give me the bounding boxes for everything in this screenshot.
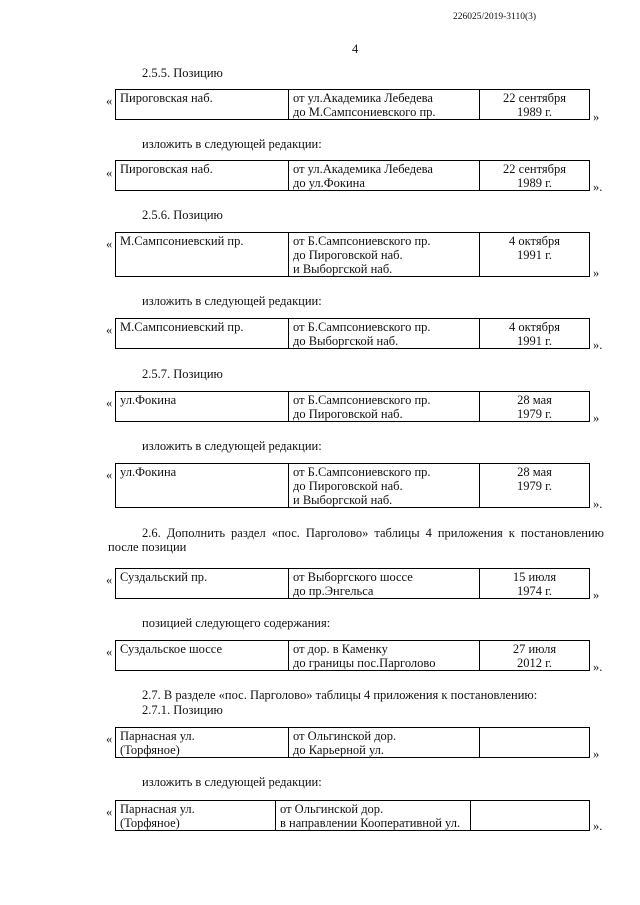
date-line: 1974 г. bbox=[517, 584, 552, 598]
range-cell bbox=[289, 161, 480, 191]
paragraph-new-position: позицией следующего содержания: bbox=[142, 616, 331, 630]
paragraph-edit: изложить в следующей редакции: bbox=[142, 439, 322, 453]
range-line: до границы пос.Парголово bbox=[293, 656, 436, 670]
range-line: от Б.Сампсониевского пр. bbox=[293, 320, 431, 334]
date-cell bbox=[471, 801, 590, 831]
paragraph-2-5-7: 2.5.7. Позицию bbox=[142, 367, 223, 381]
paragraph-2-5-5: 2.5.5. Позицию bbox=[142, 66, 223, 80]
close-quote: » bbox=[593, 110, 600, 124]
close-quote: » bbox=[593, 588, 600, 602]
document-id: 226025/2019-3110(3) bbox=[453, 12, 537, 22]
range-line: до Карьерной ул. bbox=[293, 743, 385, 757]
close-quote-final: ». bbox=[593, 819, 603, 833]
open-quote: « bbox=[106, 237, 113, 251]
range-line: от Б.Сампсониевского пр. bbox=[293, 234, 431, 248]
street-name: Пироговская наб. bbox=[120, 162, 213, 176]
date-line: 1991 г. bbox=[517, 334, 552, 348]
close-quote-final: ». bbox=[593, 338, 603, 352]
position-table bbox=[115, 463, 590, 508]
date-cell bbox=[480, 464, 590, 508]
position-table bbox=[115, 89, 590, 120]
paragraph-2-5-6: 2.5.6. Позицию bbox=[142, 208, 223, 222]
date-line: 1979 г. bbox=[517, 407, 552, 421]
date-line: 28 мая bbox=[517, 393, 552, 407]
open-quote: « bbox=[106, 94, 113, 108]
range-line: от Ольгинской дор. bbox=[293, 729, 397, 743]
date-line: 15 июля bbox=[512, 570, 557, 584]
street-name-cell bbox=[116, 728, 289, 758]
date-line: 1989 г. bbox=[517, 105, 552, 119]
position-table bbox=[115, 232, 590, 277]
date-cell bbox=[480, 569, 590, 599]
range-line: до М.Сампсониевского пр. bbox=[293, 105, 436, 119]
open-quote: « bbox=[106, 323, 113, 337]
date-cell bbox=[480, 728, 590, 758]
street-name: Парнасная ул. bbox=[120, 729, 195, 743]
range-line: до ул.Фокина bbox=[293, 176, 365, 190]
date-line: 22 сентября bbox=[503, 91, 566, 105]
range-line: и Выборгской наб. bbox=[293, 262, 393, 276]
open-quote: « bbox=[106, 732, 113, 746]
street-name: М.Сампсониевский пр. bbox=[120, 320, 244, 334]
street-name-cell bbox=[116, 233, 289, 277]
street-name-cell bbox=[116, 569, 289, 599]
open-quote: « bbox=[106, 396, 113, 410]
position-table bbox=[115, 318, 590, 349]
paragraph-2-7-1: 2.7.1. Позицию bbox=[142, 703, 223, 717]
street-name: (Торфяное) bbox=[120, 743, 180, 757]
position-table bbox=[115, 727, 590, 758]
range-line: и Выборгской наб. bbox=[293, 493, 393, 507]
street-name: Суздальский пр. bbox=[120, 570, 208, 584]
range-line: от ул.Академика Лебедева bbox=[293, 162, 433, 176]
street-name: М.Сампсониевский пр. bbox=[120, 234, 244, 248]
street-name: Парнасная ул. bbox=[120, 802, 195, 816]
date-cell bbox=[480, 90, 590, 120]
street-name: Пироговская наб. bbox=[120, 91, 213, 105]
date-line: 28 мая bbox=[517, 465, 552, 479]
close-quote-final: ». bbox=[593, 180, 603, 194]
date-line: 1991 г. bbox=[517, 248, 552, 262]
street-name-cell bbox=[116, 464, 289, 508]
table-row bbox=[116, 90, 590, 120]
range-line: до Пироговской наб. bbox=[293, 479, 403, 493]
position-table bbox=[115, 640, 590, 671]
close-quote-final: ». bbox=[593, 497, 603, 511]
range-line: от Б.Сампсониевского пр. bbox=[293, 393, 431, 407]
table-row bbox=[116, 233, 590, 277]
paragraph-edit: изложить в следующей редакции: bbox=[142, 775, 322, 789]
range-cell bbox=[289, 90, 480, 120]
date-cell bbox=[480, 319, 590, 349]
range-cell bbox=[289, 728, 480, 758]
open-quote: « bbox=[106, 645, 113, 659]
street-name-cell bbox=[116, 801, 276, 831]
date-line: 2012 г. bbox=[517, 656, 552, 670]
table-row bbox=[116, 392, 590, 422]
table-row bbox=[116, 319, 590, 349]
street-name-cell bbox=[116, 641, 289, 671]
range-line: от дор. в Каменку bbox=[293, 642, 388, 656]
paragraph-2-7: 2.7. В разделе «пос. Парголово» таблицы 4 приложения к постановлению: bbox=[142, 688, 538, 702]
street-name: (Торфяное) bbox=[120, 816, 180, 830]
street-name: ул.Фокина bbox=[120, 393, 177, 407]
range-cell bbox=[289, 641, 480, 671]
table-row bbox=[116, 464, 590, 508]
range-line: до пр.Энгельса bbox=[293, 584, 374, 598]
table-row bbox=[116, 161, 590, 191]
street-name-cell bbox=[116, 161, 289, 191]
street-name-cell bbox=[116, 392, 289, 422]
range-line: от Выборгского шоссе bbox=[293, 570, 413, 584]
range-line: до Выборгской наб. bbox=[293, 334, 399, 348]
table-row bbox=[116, 641, 590, 671]
range-line: до Пироговской наб. bbox=[293, 407, 403, 421]
open-quote: « bbox=[106, 573, 113, 587]
date-line: 27 июля bbox=[512, 642, 557, 656]
date-line: 4 октября bbox=[509, 320, 560, 334]
open-quote: « bbox=[106, 805, 113, 819]
date-line: 22 сентября bbox=[503, 162, 566, 176]
range-line: в направлении Кооперативной ул. bbox=[280, 816, 461, 830]
range-line: от ул.Академика Лебедева bbox=[293, 91, 433, 105]
date-cell bbox=[480, 392, 590, 422]
open-quote: « bbox=[106, 166, 113, 180]
paragraph-2-6: 2.6. Дополнить раздел «пос. Парголово» таблицы 4 приложения к постановлению после позиции bbox=[108, 526, 604, 554]
range-cell bbox=[289, 569, 480, 599]
close-quote: » bbox=[593, 411, 600, 425]
close-quote-final: ». bbox=[593, 660, 603, 674]
street-name-cell bbox=[116, 319, 289, 349]
open-quote: « bbox=[106, 468, 113, 482]
date-line: 1979 г. bbox=[517, 479, 552, 493]
table-row bbox=[116, 569, 590, 599]
paragraph-edit: изложить в следующей редакции: bbox=[142, 294, 322, 308]
range-cell bbox=[276, 801, 471, 831]
page-number: 4 bbox=[352, 42, 359, 56]
date-line: 1989 г. bbox=[517, 176, 552, 190]
position-table bbox=[115, 160, 590, 191]
range-line: от Ольгинской дор. bbox=[280, 802, 384, 816]
range-cell bbox=[289, 464, 480, 508]
street-name: ул.Фокина bbox=[120, 465, 177, 479]
range-line: от Б.Сампсониевского пр. bbox=[293, 465, 431, 479]
range-cell bbox=[289, 233, 480, 277]
range-line: до Пироговской наб. bbox=[293, 248, 403, 262]
range-cell bbox=[289, 392, 480, 422]
range-cell bbox=[289, 319, 480, 349]
close-quote: » bbox=[593, 266, 600, 280]
date-line: 4 октября bbox=[509, 234, 560, 248]
street-name: Суздальское шоссе bbox=[120, 642, 222, 656]
date-cell bbox=[480, 641, 590, 671]
date-cell bbox=[480, 161, 590, 191]
position-table bbox=[115, 800, 590, 831]
position-table bbox=[115, 391, 590, 422]
street-name-cell bbox=[116, 90, 289, 120]
close-quote: » bbox=[593, 747, 600, 761]
date-cell bbox=[480, 233, 590, 277]
table-row bbox=[116, 728, 590, 758]
table-row bbox=[116, 801, 590, 831]
position-table bbox=[115, 568, 590, 599]
paragraph-edit: изложить в следующей редакции: bbox=[142, 137, 322, 151]
